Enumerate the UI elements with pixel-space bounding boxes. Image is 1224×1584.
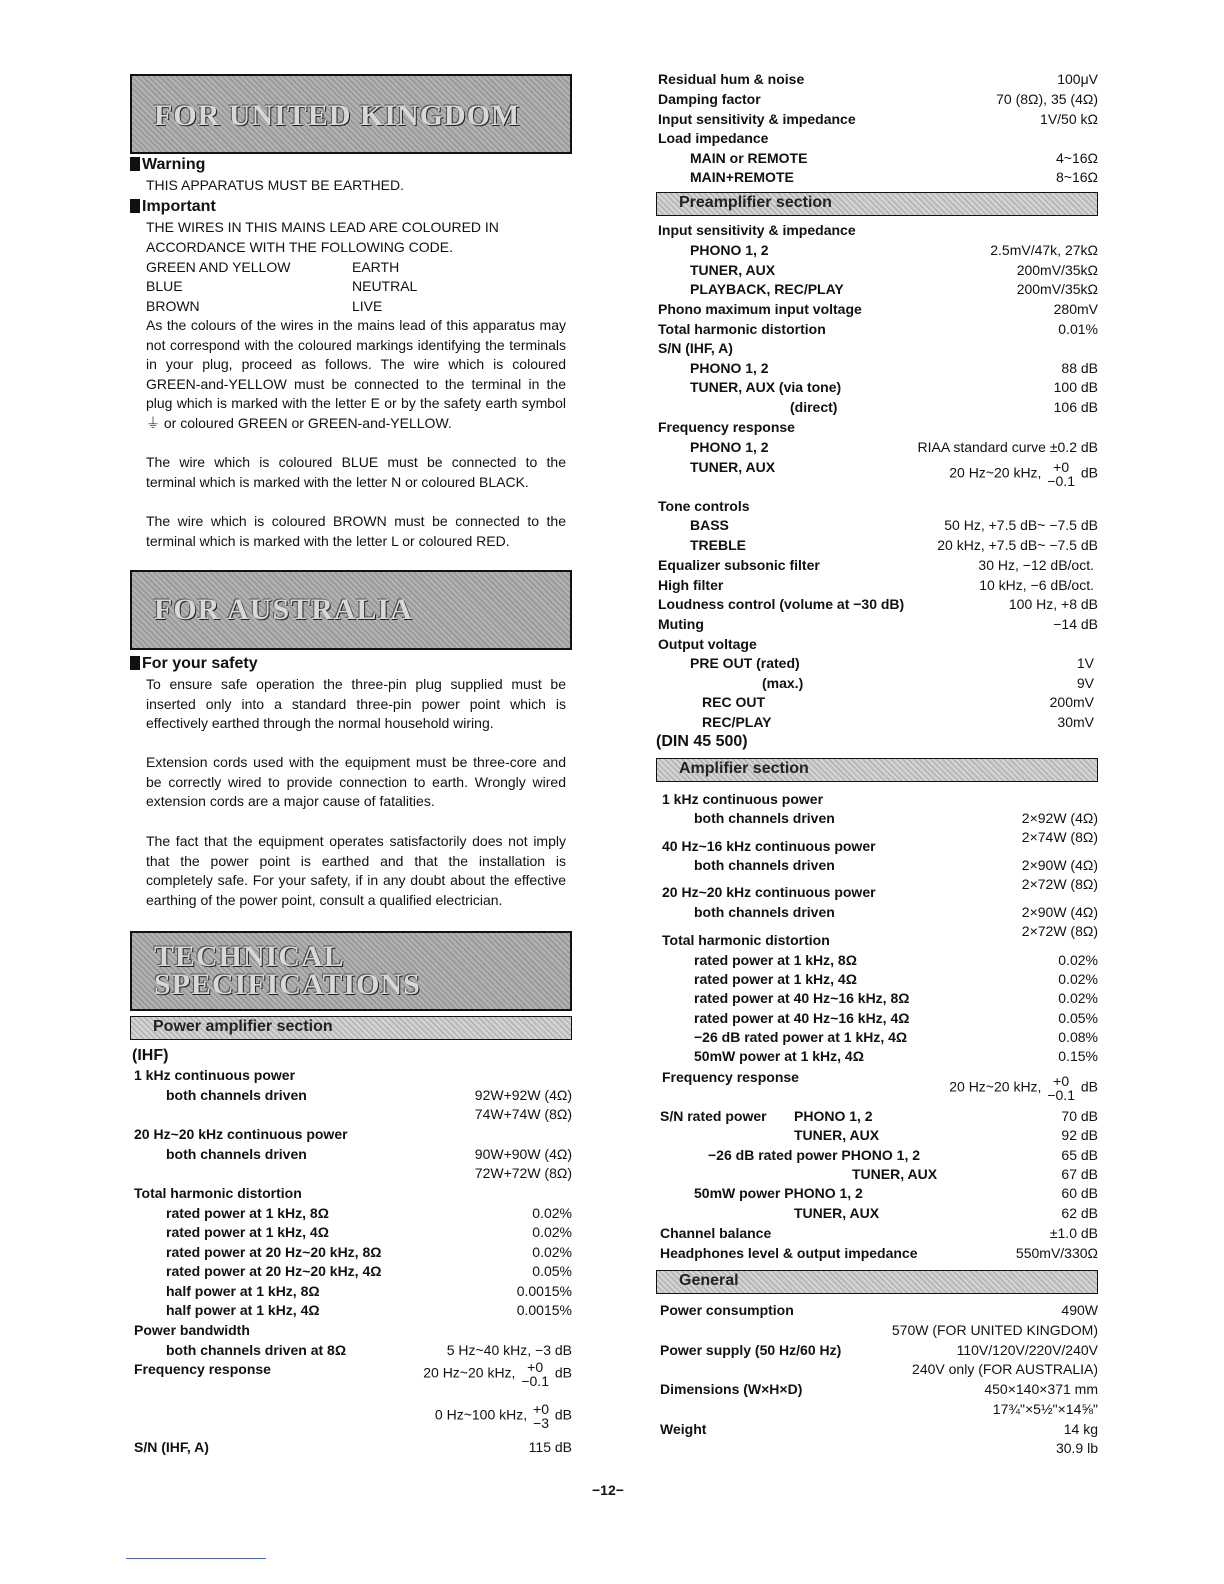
amp-section-bar bbox=[656, 758, 1098, 782]
pa-fr2-value bbox=[435, 1402, 572, 1430]
amp-c1-v1: 2×92W (4Ω) bbox=[1021, 810, 1098, 826]
aus-paragraph-2: Extension cords used with the equipment must be three-core and be correctly wired to provide connection to earth. Wrongly wired extension cords are a major cause of fatalities. bbox=[146, 754, 566, 810]
out-pre-value: 1V bbox=[1076, 655, 1094, 671]
pa-fr2-top: +0 bbox=[533, 1401, 549, 1417]
pa-fr1-bot: −0.1 bbox=[521, 1373, 549, 1389]
pre-fr-tuner-unit: dB bbox=[1080, 464, 1098, 481]
amp-fr-bot: −0.1 bbox=[1047, 1087, 1075, 1103]
amp-c2-label: 40 Hz~16 kHz continuous power bbox=[662, 838, 876, 854]
code-wire-3: LIVE bbox=[352, 298, 383, 314]
pa-c1-v1: 92W+92W (4Ω) bbox=[474, 1087, 572, 1103]
tone-label: Tone controls bbox=[658, 498, 750, 514]
pre-ins-v3: 200mV/35kΩ bbox=[1016, 281, 1098, 297]
amp-thd-l2: rated power at 1 kHz, 4Ω bbox=[694, 971, 857, 987]
sn-rated-phono-value: 70 dB bbox=[1061, 1108, 1098, 1124]
misc-v4: −14 dB bbox=[1053, 616, 1098, 632]
warning-text: THIS APPARATUS MUST BE EARTHED. bbox=[146, 177, 405, 193]
code-wire-1: EARTH bbox=[352, 259, 400, 275]
balance-value: ±1.0 dB bbox=[1049, 1225, 1098, 1241]
code-color-3: BROWN bbox=[146, 298, 200, 314]
pre-sn-l2: TUNER, AUX (via tone) bbox=[690, 379, 842, 395]
misc-v3: 100 Hz, +8 dB bbox=[1008, 596, 1098, 612]
tone-v2: 20 kHz, +7.5 dB~ −7.5 dB bbox=[937, 537, 1098, 553]
dim-value-2: 17¾"×5½"×14⅝" bbox=[992, 1401, 1098, 1417]
pre-sn-l1: PHONO 1, 2 bbox=[690, 360, 769, 376]
tech-spec-title-2: SPECIFICATIONS bbox=[154, 968, 421, 1001]
pre-thd-value: 0.01% bbox=[1058, 321, 1098, 337]
amp-section-title: Amplifier section bbox=[679, 760, 809, 777]
amp-c3-label: 20 Hz~20 kHz continuous power bbox=[662, 884, 876, 900]
page-number: −12− bbox=[592, 1482, 624, 1498]
amp-fr-unit: dB bbox=[1080, 1078, 1098, 1095]
amp-c3-v1: 2×90W (4Ω) bbox=[1021, 904, 1098, 920]
pre-fr-tuner-pre: 20 Hz~20 kHz, bbox=[949, 464, 1042, 481]
pa-pb-value: 5 Hz~40 kHz, −3 dB bbox=[446, 1342, 572, 1358]
ps-value-2: 240V only (FOR AUSTRALIA) bbox=[912, 1361, 1098, 1377]
dim-value-1: 450×140×371 mm bbox=[984, 1381, 1098, 1397]
pre-fr-tuner-tolerance bbox=[1047, 460, 1075, 488]
australia-banner bbox=[130, 570, 572, 650]
pre-fr-tuner-top: +0 bbox=[1053, 459, 1070, 475]
ihf-label: (IHF) bbox=[132, 1047, 169, 1064]
amp-thd-v1: 0.02% bbox=[1058, 952, 1098, 968]
sn-rated-label: S/N rated power bbox=[660, 1108, 767, 1124]
rt-label-3: Input sensitivity & impedance bbox=[658, 111, 856, 127]
pre-fr-tuner-value bbox=[949, 460, 1098, 488]
important-line-1: THE WIRES IN THIS MAINS LEAD ARE COLOURED IN bbox=[146, 219, 499, 235]
pa-thd-l1: rated power at 1 kHz, 8Ω bbox=[166, 1205, 329, 1221]
pa-fr2-bot: −3 bbox=[533, 1415, 549, 1431]
pa-thd-v5: 0.0015% bbox=[516, 1283, 572, 1299]
sn-26-label: −26 dB rated power PHONO 1, 2 bbox=[708, 1147, 921, 1163]
out-max-label: (max.) bbox=[762, 675, 804, 691]
sn-26-phono-value: 65 dB bbox=[1061, 1147, 1098, 1163]
amp-thd-l1: rated power at 1 kHz, 8Ω bbox=[694, 952, 857, 968]
dim-label: Dimensions (W×H×D) bbox=[660, 1381, 803, 1397]
rt-value-1: 100μV bbox=[1057, 71, 1098, 87]
pre-sn-v1: 88 dB bbox=[1061, 360, 1098, 376]
pre-sn-v2: 100 dB bbox=[1053, 379, 1098, 395]
pre-ins-v2: 200mV/35kΩ bbox=[1016, 262, 1098, 278]
pa-sn-label: S/N (IHF, A) bbox=[134, 1439, 209, 1455]
pa-fr1-top: +0 bbox=[527, 1359, 544, 1375]
pa-fr2-pre: 0 Hz~100 kHz, bbox=[434, 1406, 528, 1423]
pa-pb-label: Power bandwidth bbox=[134, 1322, 250, 1338]
tech-spec-banner bbox=[130, 931, 572, 1011]
sn-50-phono-value: 60 dB bbox=[1061, 1185, 1098, 1201]
uk-paragraph-2: The wire which is coloured BLUE must be connected to the terminal which is marked with the letter N or coloured BLACK. bbox=[146, 454, 566, 490]
out-max-value: 9V bbox=[1076, 675, 1094, 691]
misc-l4: Muting bbox=[658, 616, 704, 632]
sn-rated-tuner-value: 92 dB bbox=[1061, 1127, 1098, 1143]
amp-thd-label: Total harmonic distortion bbox=[662, 932, 830, 948]
code-color-1: GREEN AND YELLOW bbox=[146, 259, 291, 275]
load-l1: MAIN or REMOTE bbox=[690, 150, 808, 166]
weight-value-1: 14 kg bbox=[1063, 1421, 1098, 1437]
tone-l2: TREBLE bbox=[690, 537, 746, 553]
amp-thd-v5: 0.08% bbox=[1058, 1029, 1098, 1045]
ps-value-1: 110V/120V/220V/240V bbox=[956, 1342, 1098, 1358]
amp-c1-v2: 2×74W (8Ω) bbox=[1021, 829, 1098, 845]
out-recplay-value: 30mV bbox=[1057, 714, 1094, 730]
uk-banner-title: FOR UNITED KINGDOM bbox=[154, 99, 521, 132]
misc-l2: High filter bbox=[658, 577, 724, 593]
sn-rated-tuner: TUNER, AUX bbox=[794, 1127, 880, 1143]
misc-l3: Loudness control (volume at −30 dB) bbox=[658, 596, 905, 612]
pre-sn-v3: 106 dB bbox=[1053, 399, 1098, 415]
pc-value-1: 490W bbox=[1061, 1302, 1098, 1318]
rt-value-3: 1V/50 kΩ bbox=[1040, 111, 1098, 127]
amp-thd-v4: 0.05% bbox=[1058, 1010, 1098, 1026]
tech-spec-title-1: TECHNICAL bbox=[154, 940, 345, 973]
pa-fr2-unit: dB bbox=[554, 1406, 572, 1423]
pa-fr1-pre: 20 Hz~20 kHz, bbox=[423, 1364, 516, 1381]
warning-heading: Warning bbox=[130, 155, 205, 175]
pa-thd-l5: half power at 1 kHz, 8Ω bbox=[166, 1283, 320, 1299]
code-color-2: BLUE bbox=[146, 278, 183, 294]
amp-c3-sub: both channels driven bbox=[694, 904, 835, 920]
general-section-title: General bbox=[679, 1272, 739, 1289]
amp-thd-l4: rated power at 40 Hz~16 kHz, 4Ω bbox=[694, 1010, 910, 1026]
amp-fr-pre: 20 Hz~20 kHz, bbox=[949, 1078, 1042, 1095]
power-amp-section-title: Power amplifier section bbox=[153, 1018, 333, 1035]
amp-fr-tolerance bbox=[1047, 1074, 1075, 1102]
pa-c1-label: 1 kHz continuous power bbox=[134, 1067, 296, 1083]
pa-c2-sub: both channels driven bbox=[166, 1146, 307, 1162]
sn-50-label: 50mW power PHONO 1, 2 bbox=[694, 1185, 863, 1201]
pc-label: Power consumption bbox=[660, 1302, 794, 1318]
din-label: (DIN 45 500) bbox=[656, 733, 748, 750]
amp-thd-v6: 0.15% bbox=[1058, 1048, 1098, 1064]
weight-value-2: 30.9 lb bbox=[1055, 1440, 1098, 1456]
code-wire-2: NEUTRAL bbox=[352, 278, 418, 294]
amp-thd-l3: rated power at 40 Hz~16 kHz, 8Ω bbox=[694, 990, 910, 1006]
rt-label-2: Damping factor bbox=[658, 91, 761, 107]
pa-c2-label: 20 Hz~20 kHz continuous power bbox=[134, 1126, 348, 1142]
out-recplay-label: REC/PLAY bbox=[702, 714, 772, 730]
pre-fr-tuner-label: TUNER, AUX bbox=[690, 459, 776, 475]
hp-value: 550mV/330Ω bbox=[1015, 1245, 1098, 1261]
general-section-bar bbox=[656, 1270, 1098, 1294]
sn-rated-phono: PHONO 1, 2 bbox=[794, 1108, 873, 1124]
tone-v1: 50 Hz, +7.5 dB~ −7.5 dB bbox=[944, 517, 1098, 533]
uk-paragraph-3: The wire which is coloured BROWN must be connected to the terminal which is marked with the letter L or coloured RED. bbox=[146, 513, 566, 549]
important-heading: Important bbox=[130, 197, 216, 217]
sn-26-tuner-value: 67 dB bbox=[1061, 1166, 1098, 1182]
amp-fr-value bbox=[949, 1074, 1098, 1102]
sn-50-tuner-value: 62 dB bbox=[1061, 1205, 1098, 1221]
weight-label: Weight bbox=[660, 1421, 707, 1437]
aus-paragraph-3: The fact that the equipment operates satisfactorily does not imply that the power point is earthed and that the installation is completely safe. For your safety, if in any doubt about the effective earthing of the power point, consult a qualified electrician. bbox=[146, 833, 566, 908]
amp-c2-v1: 2×90W (4Ω) bbox=[1021, 857, 1098, 873]
pa-c1-sub: both channels driven bbox=[166, 1087, 307, 1103]
pa-thd-v1: 0.02% bbox=[532, 1205, 572, 1221]
out-pre-label: PRE OUT (rated) bbox=[690, 655, 800, 671]
load-label: Load impedance bbox=[658, 130, 769, 146]
amp-c2-sub: both channels driven bbox=[694, 857, 835, 873]
pa-thd-v3: 0.02% bbox=[532, 1244, 572, 1260]
pa-c1-v2: 74W+74W (8Ω) bbox=[474, 1106, 572, 1122]
misc-v2: 10 kHz, −6 dB/oct. bbox=[979, 577, 1094, 593]
pre-phono-max-value: 280mV bbox=[1053, 301, 1098, 317]
amp-c1-label: 1 kHz continuous power bbox=[662, 791, 824, 807]
pa-sn-value: 115 dB bbox=[528, 1439, 572, 1455]
pa-c2-v2: 72W+72W (8Ω) bbox=[474, 1165, 572, 1181]
out-rec-label: REC OUT bbox=[702, 694, 765, 710]
sn-26-tuner: TUNER, AUX bbox=[852, 1166, 938, 1182]
pc-value-2: 570W (FOR UNITED KINGDOM) bbox=[891, 1322, 1098, 1338]
ps-label: Power supply (50 Hz/60 Hz) bbox=[660, 1342, 842, 1358]
pre-ins-l3: PLAYBACK, REC/PLAY bbox=[690, 281, 844, 297]
rt-value-2: 70 (8Ω), 35 (4Ω) bbox=[996, 91, 1098, 107]
amp-fr-top: +0 bbox=[1053, 1073, 1070, 1089]
sn-50-tuner: TUNER, AUX bbox=[794, 1205, 880, 1221]
pa-thd-l6: half power at 1 kHz, 4Ω bbox=[166, 1302, 320, 1318]
pa-fr-label: Frequency response bbox=[134, 1361, 271, 1377]
preamp-section-title: Preamplifier section bbox=[679, 194, 832, 211]
pa-fr2-tolerance bbox=[533, 1402, 549, 1430]
out-label: Output voltage bbox=[658, 636, 757, 652]
pa-thd-label: Total harmonic distortion bbox=[134, 1185, 302, 1201]
uk-paragraph-1: As the colours of the wires in the mains lead of this apparatus may not correspond with the coloured markings identifying the terminals in your plug, proceed as follows. The wire which is coloured GREEN-and-YELLOW must be connected to the terminal in the plug which is marked with the letter E or by the safety earth symbol ⏚ or coloured GREEN or GREEN-and-YELLOW. bbox=[146, 317, 566, 431]
pa-thd-l2: rated power at 1 kHz, 4Ω bbox=[166, 1224, 329, 1240]
pre-fr-tuner-bot: −0.1 bbox=[1047, 473, 1075, 489]
important-line-2: ACCORDANCE WITH THE FOLLOWING CODE. bbox=[146, 239, 453, 255]
misc-v1: 30 Hz, −12 dB/oct. bbox=[978, 557, 1094, 573]
pre-ins-label: Input sensitivity & impedance bbox=[658, 222, 856, 238]
australia-banner-title: FOR AUSTRALIA bbox=[154, 593, 413, 626]
out-rec-value: 200mV bbox=[1049, 694, 1094, 710]
load-l2: MAIN+REMOTE bbox=[690, 169, 794, 185]
pa-pb-sub: both channels driven at 8Ω bbox=[166, 1342, 347, 1358]
rt-label-1: Residual hum & noise bbox=[658, 71, 805, 87]
amp-c2-v2: 2×72W (8Ω) bbox=[1021, 876, 1098, 892]
pre-thd-label: Total harmonic distortion bbox=[658, 321, 826, 337]
uk-banner bbox=[130, 74, 572, 154]
pa-thd-v6: 0.0015% bbox=[516, 1302, 572, 1318]
pa-fr1-value bbox=[423, 1360, 572, 1388]
pre-fr-label: Frequency response bbox=[658, 419, 795, 435]
tone-l1: BASS bbox=[690, 517, 729, 533]
pre-fr-phono-value: RIAA standard curve ±0.2 dB bbox=[917, 439, 1098, 455]
amp-fr-label: Frequency response bbox=[662, 1069, 799, 1085]
balance-label: Channel balance bbox=[660, 1225, 772, 1241]
amp-c1-sub: both channels driven bbox=[694, 810, 835, 826]
pa-thd-l3: rated power at 20 Hz~20 kHz, 8Ω bbox=[166, 1244, 382, 1260]
hp-label: Headphones level & output impedance bbox=[660, 1245, 918, 1261]
amp-thd-v3: 0.02% bbox=[1058, 990, 1098, 1006]
pre-sn-l3: (direct) bbox=[790, 399, 838, 415]
power-amp-section-bar bbox=[130, 1016, 572, 1040]
pre-ins-l1: PHONO 1, 2 bbox=[690, 242, 769, 258]
pre-ins-l2: TUNER, AUX bbox=[690, 262, 776, 278]
amp-thd-v2: 0.02% bbox=[1058, 971, 1098, 987]
pa-c2-v1: 90W+90W (4Ω) bbox=[474, 1146, 572, 1162]
pre-sn-label: S/N (IHF, A) bbox=[658, 340, 733, 356]
preamp-section-bar bbox=[656, 192, 1098, 216]
pre-fr-phono-label: PHONO 1, 2 bbox=[690, 439, 769, 455]
amp-thd-l6: 50mW power at 1 kHz, 4Ω bbox=[694, 1048, 864, 1064]
pre-ins-v1: 2.5mV/47k, 27kΩ bbox=[990, 242, 1098, 258]
amp-thd-l5: −26 dB rated power at 1 kHz, 4Ω bbox=[694, 1029, 908, 1045]
load-v1: 4~16Ω bbox=[1056, 150, 1098, 166]
footer-link-line bbox=[126, 1558, 266, 1559]
pa-fr1-unit: dB bbox=[554, 1364, 572, 1381]
amp-c3-v2: 2×72W (8Ω) bbox=[1021, 923, 1098, 939]
pre-phono-max-label: Phono maximum input voltage bbox=[658, 301, 862, 317]
safety-heading: For your safety bbox=[130, 654, 258, 674]
aus-paragraph-1: To ensure safe operation the three-pin plug supplied must be inserted only into a standard three-pin power point which is effectively earthed through the normal household wiring. bbox=[146, 676, 566, 732]
pa-thd-l4: rated power at 20 Hz~20 kHz, 4Ω bbox=[166, 1263, 382, 1279]
load-v2: 8~16Ω bbox=[1056, 169, 1098, 185]
pa-thd-v4: 0.05% bbox=[532, 1263, 572, 1279]
pa-fr1-tolerance bbox=[521, 1360, 549, 1388]
misc-l1: Equalizer subsonic filter bbox=[658, 557, 820, 573]
pa-thd-v2: 0.02% bbox=[532, 1224, 572, 1240]
